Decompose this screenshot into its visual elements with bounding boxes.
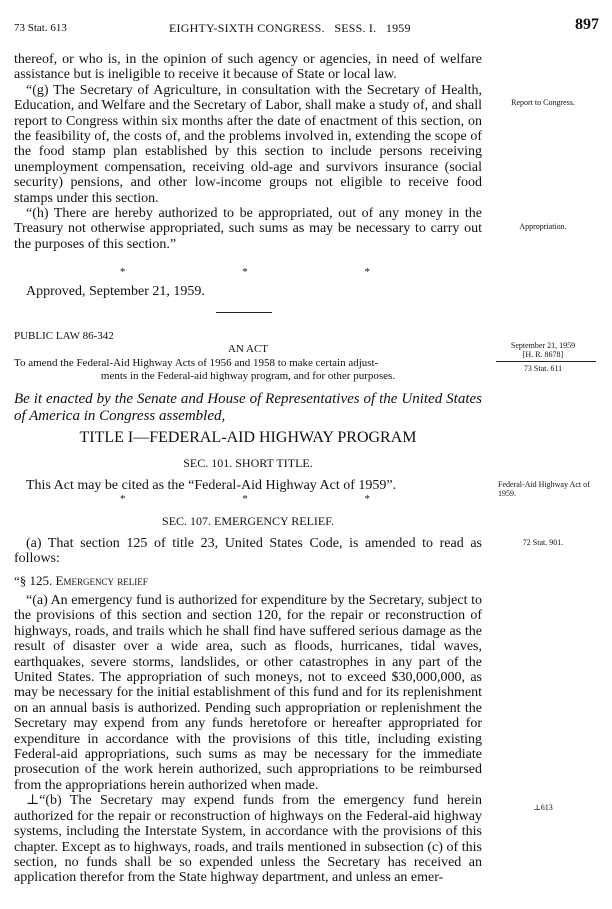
top-section	[14, 52, 482, 252]
section-125-body	[14, 593, 482, 886]
title-heading: TITLE I—FEDERAL-AID HIGHWAY PROGRAM	[79, 429, 417, 446]
enacting-clause: Be it enacted by the Senate and House of Representatives of the United States of America in Congress assembled,	[14, 391, 482, 424]
paragraph-a: “(a) An emergency fund is authorized for expenditure by the Secretary, subject to the provisions of this section and section 120, for the repair or reconstruction of highways, roads, and trails which he shall find have suffered serious damage as the result of disaster over a wide area, such as floods, hurricanes, tidal waves, earthquakes, severe storms, landslides, or other catastrophes in any part of the United States. The appropriation of such moneys, not to exceed $30,000,000, as may be necessary for the initial establishment of this fund and for its replenishment on an annual basis is authorized. Pending such appropriation or replenishment the Secretary may expend from any funds heretofore or hereafter appropriated for expenditure in accordance with the provisions of this title, including existing Federal-aid appropriations, such sums as may be necessary for the immediate prosecution of the work herein authorized, such appropriations to be reimbursed from the appropriations herein authorized when made.	[14, 593, 482, 793]
margin-note-date: September 21, 1959	[510, 341, 576, 350]
public-law-number: PUBLIC LAW 86-342	[14, 330, 114, 342]
margin-rule	[496, 361, 596, 362]
section-101-heading: SEC. 101. SHORT TITLE.	[183, 456, 313, 470]
an-act-label: AN ACT	[227, 343, 269, 355]
stat-reference: 73 Stat. 613	[14, 22, 67, 34]
margin-note-short-title: Federal-Aid Highway Act of 1959.	[498, 480, 590, 498]
page-header	[14, 16, 599, 42]
section-107-heading: SEC. 107. EMERGENCY RELIEF.	[162, 514, 334, 528]
star-separator: * * *	[120, 266, 370, 278]
paragraph-b: ⊥“(b) The Secretary may expend funds from the emergency fund herein authorized for the repair or reconstruction of highways on the Federal-aid highway systems, including the Interstate System, in accordance with the provisions of this chapter. Except as to highways, roads, and trails mentioned in subsection (c) of this section, no funds shall be so expended unless the Secretary has received an application therefor from the State highway department, and unless an emer-	[14, 793, 482, 886]
section-107-intro: (a) That section 125 of title 23, United States Code, is amended to read as follows:	[14, 536, 482, 567]
margin-note-appropriation: Appropriation.	[519, 222, 567, 231]
margin-note-page-613: ⊥613	[533, 803, 553, 812]
margin-note-report: Report to Congress.	[511, 98, 575, 107]
section-101-text: This Act may be cited as the “Federal-Aid Highway Act of 1959”.	[26, 478, 397, 493]
margin-note-stat-901: 72 Stat. 901.	[522, 538, 564, 547]
margin-note-stat-611: 73 Stat. 611	[523, 364, 563, 373]
star-separator-2: * * *	[120, 493, 370, 505]
page-number: 897	[575, 16, 599, 33]
paragraph-h: “(h) There are hereby authorized to be appropriated, out of any money in the Treasury not otherwise appropriated, such sums as may be necessary to carry out the purposes of this section.”	[14, 206, 482, 252]
section-107-body	[14, 536, 482, 567]
paragraph-continued: thereof, or who is, in the opinion of such agency or agencies, in need of welfare assistance but is ineligible to receive it because of State or local law.	[14, 52, 482, 83]
approved-line: Approved, September 21, 1959.	[26, 284, 205, 299]
divider-rule	[216, 312, 272, 313]
act-title-line-2: ments in the Federal-aid highway program, and for other purposes.	[100, 370, 396, 382]
section-125-heading: “§ 125. Emergency relief	[14, 573, 148, 588]
margin-note-bill: [H. R. 8678]	[522, 350, 564, 359]
paragraph-g: “(g) The Secretary of Agriculture, in consultation with the Secretary of Health, Education, and Welfare and the Secretary of Labor, shall make a study of, and shall report to Congress within six months after the date of enactment of this section, on the feasibility of, the costs of, and the problems involved in, extending the scope of the food stamp plan established by this section to include persons receiving unemployment compensation, receiving old-age and survivors insurance (social security) pensions, and other low-income groups not eligible to receive food stamps under this section.	[14, 82, 482, 206]
act-title-line-1: To amend the Federal-Aid Highway Acts of 1956 and 1958 to make certain adjust-	[14, 357, 379, 369]
running-title: EIGHTY-SIXTH CONGRESS. SESS. I. 1959	[169, 21, 411, 35]
